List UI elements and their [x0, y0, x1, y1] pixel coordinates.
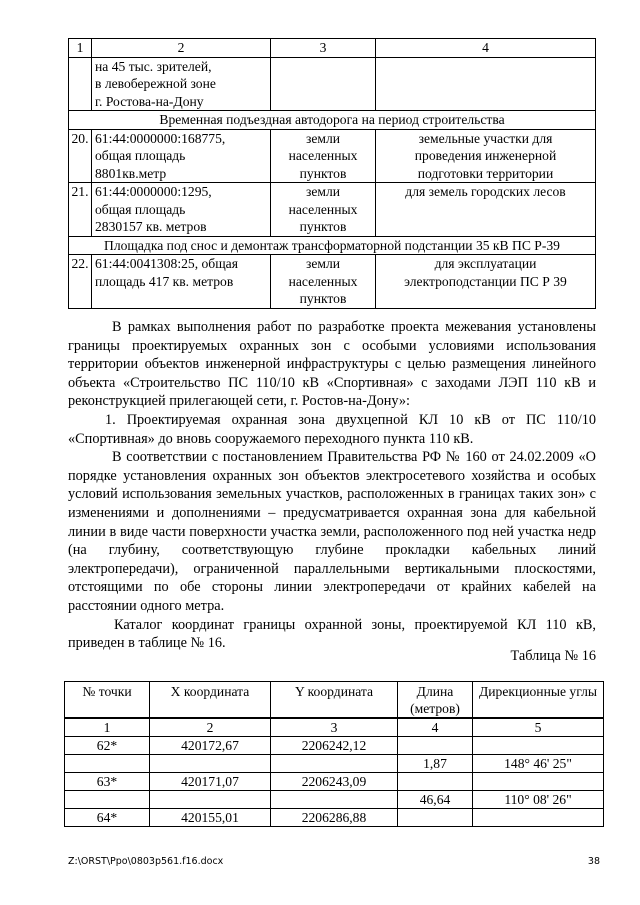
y-coordinate [271, 791, 398, 809]
cell-line: пунктов [299, 291, 347, 306]
row-number: 20. [69, 129, 92, 183]
header-cell: Y координата [271, 682, 398, 719]
section-row [69, 111, 596, 130]
bearing: 148° 46' 25" [473, 755, 604, 773]
cell-line: для эксплуатации [434, 256, 537, 271]
length [398, 773, 473, 791]
table-header-row [65, 682, 604, 719]
table-cell [69, 57, 92, 111]
header-cell: 4 [376, 39, 596, 58]
x-coordinate: 420172,67 [150, 737, 271, 755]
table-row [65, 737, 604, 755]
cell-line: подготовки территории [417, 165, 554, 181]
x-coordinate: 420171,07 [150, 773, 271, 791]
bearing [473, 809, 604, 827]
header-cell: 1 [69, 39, 92, 58]
table-row [65, 809, 604, 827]
cell-line: электроподстанции ПС Р 39 [404, 273, 567, 289]
cadastral-cell [92, 183, 271, 237]
x-coordinate: 420155,01 [150, 809, 271, 827]
header-cell: 3 [271, 39, 376, 58]
cell-line: 61:44:0041308:25, общая [95, 256, 238, 271]
section-title: Площадка под снос и демонтаж трансформаторной подстанции 35 кВ ПС Р-39 [69, 236, 596, 255]
x-coordinate [150, 791, 271, 809]
coordinates-table [64, 681, 604, 827]
cell-line: пунктов [299, 165, 347, 181]
cell-line: пунктов [299, 219, 347, 234]
column-number: 4 [398, 718, 473, 737]
header-cell: Дирекционные углы [473, 682, 604, 719]
y-coordinate: 2206243,09 [271, 773, 398, 791]
cell-line: населенных [288, 201, 358, 217]
page-number: 38 [587, 856, 600, 867]
bearing: 110° 08' 26" [473, 791, 604, 809]
length [398, 737, 473, 755]
column-number: 3 [271, 718, 398, 737]
header-cell: № точки [65, 682, 150, 719]
paragraph: В соответствии с постановлением Правительства РФ № 160 от 24.02.2009 «О порядке установления охранных зон объектов электросетевого хозяйства и особых условий использования земельных участков, расположенных в границах таких зон» с изменениями и дополнениями – предусматривается охранная зона для кабельной линии в виде части поверхности участка земли, расположенного под ней участка недр (на глубину, соответствующую глубине прокладки кабельных линий электропередачи), ограниченной параллельными вертикальными плоскостями, отстоящими по обе стороны линии электропередачи от крайних кабелей на расстоянии одного метра. [68, 449, 596, 614]
usage-cell [376, 129, 596, 183]
cadastral-cell [92, 129, 271, 183]
y-coordinate: 2206286,88 [271, 809, 398, 827]
cell-line: в левобережной зоне [95, 76, 216, 91]
cadastral-cell [92, 255, 271, 309]
cell-line: земли [305, 130, 341, 146]
column-numbers-row [65, 718, 604, 737]
y-coordinate [271, 755, 398, 773]
cell-line: 61:44:0000000:168775, [95, 130, 226, 146]
category-cell [271, 255, 376, 309]
x-coordinate [150, 755, 271, 773]
header-cell: X координата [150, 682, 271, 719]
y-coordinate: 2206242,12 [271, 737, 398, 755]
cell-line: 2830157 кв. метров [95, 219, 207, 234]
table-row [69, 129, 596, 183]
usage-cell [376, 255, 596, 309]
table-cell [376, 57, 596, 111]
usage-cell [376, 183, 596, 237]
section-row [69, 236, 596, 255]
category-cell [271, 183, 376, 237]
table-cell [92, 57, 271, 111]
cell-line: проведения инженерной [414, 148, 557, 163]
table-cell [271, 57, 376, 111]
cell-line: для земель городских лесов [405, 184, 566, 199]
length: 1,87 [398, 755, 473, 773]
cell-line: населенных [288, 273, 358, 289]
point-id: 62* [65, 737, 150, 755]
cell-line: общая площадь [95, 201, 186, 217]
point-id [65, 755, 150, 773]
paragraph: Каталог координат границы охранной зоны, проектируемой КЛ 110 кВ, приведен в таблице № 16. [68, 616, 596, 652]
cell-line: земельные участки для [418, 130, 553, 146]
table-row [65, 755, 604, 773]
table-row [69, 255, 596, 309]
paragraph: 1. Проектируемая охранная зона двухцепной КЛ 10 кВ от ПС 110/10 «Спортивная» до вновь сооружаемого переходного пункта 110 кВ. [68, 411, 596, 447]
paragraph: В рамках выполнения работ по разработке проекта межевания установлены границы проектируемых охранных зон с особыми условиями использования территории объектов инженерной инфраструктуры с целью размещения линейного объекта «Строительство ПС 110/10 кВ «Спортивная» с заходами ЛЭП 110 кВ и реконструкцией прилегающей сети, г. Ростов-на-Дону»: [68, 319, 596, 410]
bearing [473, 737, 604, 755]
cell-line: г. Ростова-на-Дону [95, 93, 204, 109]
cell-line: общая площадь [95, 148, 186, 163]
header-cell: Длина (метров) [398, 682, 473, 719]
length [398, 809, 473, 827]
length: 46,64 [398, 791, 473, 809]
column-number: 1 [65, 718, 150, 737]
cell-line: земли [305, 184, 341, 199]
cell-line: 8801кв.метр [95, 165, 167, 181]
cell-line: площадь 417 кв. метров [95, 273, 234, 289]
column-number: 5 [473, 718, 604, 737]
row-number: 22. [69, 255, 92, 309]
point-id [65, 791, 150, 809]
point-id: 64* [65, 809, 150, 827]
point-id: 63* [65, 773, 150, 791]
table-header-row [69, 39, 596, 58]
body-text [68, 318, 596, 653]
table-row [69, 183, 596, 237]
table-row [69, 57, 596, 111]
land-plots-table [68, 38, 596, 309]
bearing [473, 773, 604, 791]
cell-line: на 45 тыс. зрителей, [95, 58, 212, 74]
section-title: Временная подъездная автодорога на период строительства [69, 111, 596, 130]
row-number: 21. [69, 183, 92, 237]
column-number: 2 [150, 718, 271, 737]
table-row [65, 791, 604, 809]
cell-line: 61:44:0000000:1295, [95, 184, 212, 199]
category-cell [271, 129, 376, 183]
cell-line: населенных [288, 148, 358, 163]
table-caption: Таблица № 16 [510, 648, 596, 664]
header-cell: 2 [92, 39, 271, 58]
footer-file-path: Z:\ORST\Ppo\0803p561.f16.docx [68, 856, 224, 867]
cell-line: земли [305, 256, 341, 271]
table-row [65, 773, 604, 791]
